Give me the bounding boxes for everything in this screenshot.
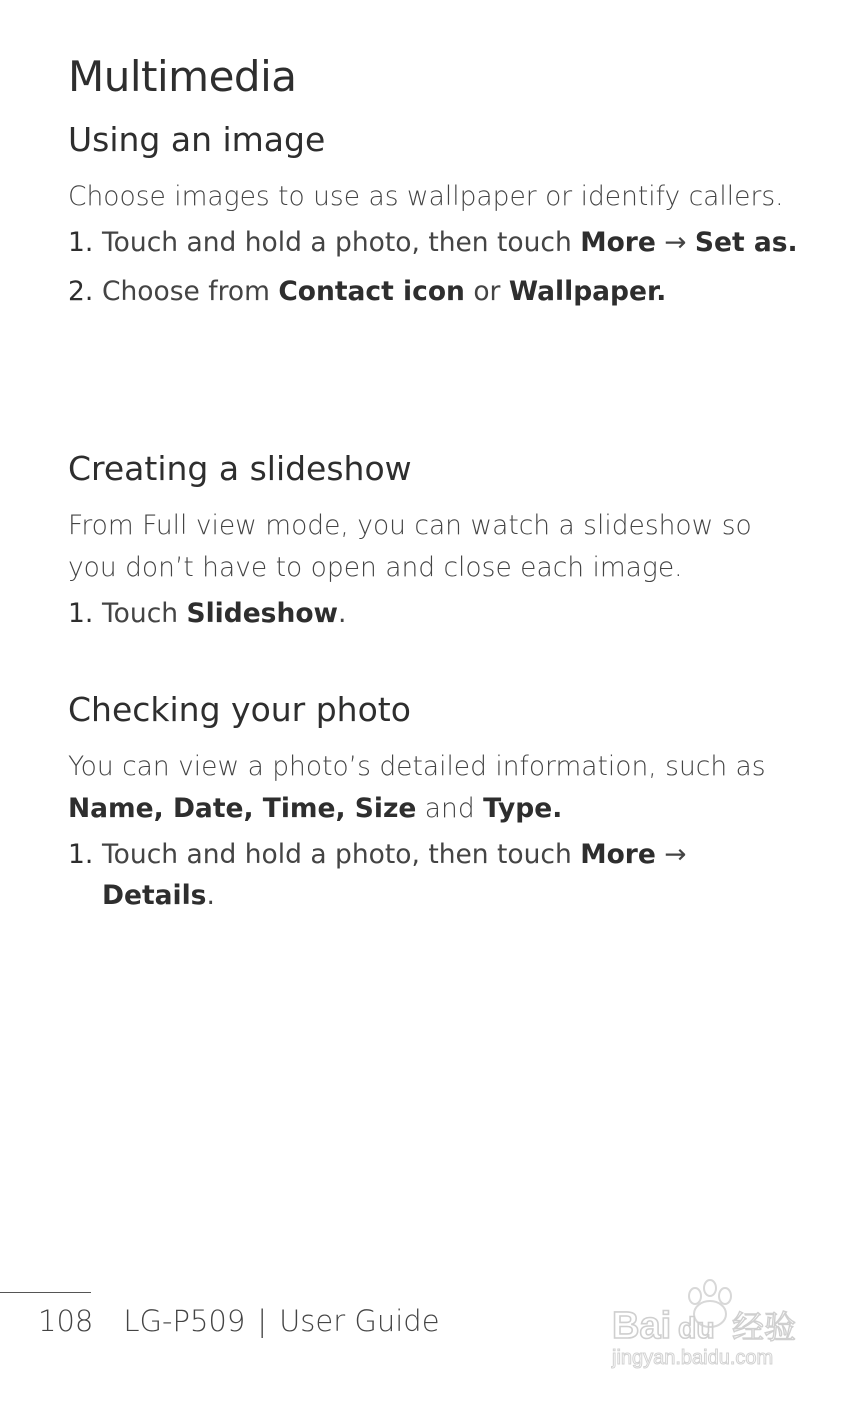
- step-bold-more: More: [580, 227, 656, 258]
- step-bold-contact-icon: Contact icon: [278, 276, 465, 307]
- intro-bold-type: Type.: [483, 793, 563, 824]
- footer-separator: |: [257, 1304, 268, 1338]
- arrow-icon: →: [655, 227, 695, 258]
- page-footer: [38, 1304, 440, 1338]
- watermark-url: jingyan.baidu.com: [612, 1347, 774, 1369]
- step-text: Choose from: [102, 276, 279, 307]
- section-heading: Using an image: [68, 120, 326, 159]
- section-intro: [68, 746, 798, 830]
- section-heading: Checking your photo: [68, 690, 411, 729]
- step-item: [68, 593, 798, 634]
- baidu-jingyan-watermark: [610, 1276, 810, 1372]
- step-list: [68, 834, 798, 916]
- step-bold-set-as: Set as.: [694, 227, 798, 258]
- step-bold-slideshow: Slideshow: [186, 598, 339, 629]
- step-bold-wallpaper: Wallpaper.: [508, 276, 667, 307]
- intro-text: and: [416, 793, 484, 824]
- step-text: .: [206, 880, 215, 911]
- step-list: [68, 222, 798, 312]
- step-item: [68, 222, 798, 263]
- section-checking-your-photo: [68, 690, 798, 916]
- page-number: 108: [38, 1304, 94, 1338]
- footer-divider: [0, 1292, 91, 1293]
- step-item: [68, 834, 798, 916]
- section-heading: Creating a slideshow: [68, 449, 412, 488]
- step-list: [68, 593, 798, 634]
- model-name: LG-P509: [123, 1304, 246, 1338]
- step-text: Touch and hold a photo, then touch: [102, 227, 581, 258]
- section-creating-a-slideshow: [68, 449, 798, 634]
- watermark-brand: Bai: [612, 1305, 672, 1347]
- step-text: or: [464, 276, 509, 307]
- intro-bold-fields: Name, Date, Time, Size: [68, 793, 417, 824]
- step-item: [68, 271, 798, 312]
- arrow-icon: →: [655, 839, 687, 870]
- watermark-brand-du: du: [678, 1312, 715, 1345]
- step-text: .: [338, 598, 347, 629]
- section-using-an-image: [68, 120, 798, 312]
- page-title: Multimedia: [68, 52, 297, 101]
- guide-label: User Guide: [279, 1304, 440, 1338]
- section-intro: Choose images to use as wallpaper or identify callers.: [68, 181, 784, 212]
- step-number: 2.: [68, 276, 94, 307]
- step-text: Touch and hold a photo, then touch: [102, 839, 581, 870]
- intro-text: You can view a photo’s detailed information, such as: [68, 751, 766, 782]
- section-intro: From Full view mode, you can watch a slideshow so you don’t have to open and close each image.: [68, 510, 752, 583]
- step-number: 1.: [68, 227, 94, 258]
- step-number: 1.: [68, 839, 94, 870]
- watermark-suffix: 经验: [732, 1308, 797, 1346]
- step-bold-details: Details: [102, 880, 207, 911]
- step-number: 1.: [68, 598, 94, 629]
- step-text: Touch: [102, 598, 187, 629]
- step-bold-more: More: [580, 839, 656, 870]
